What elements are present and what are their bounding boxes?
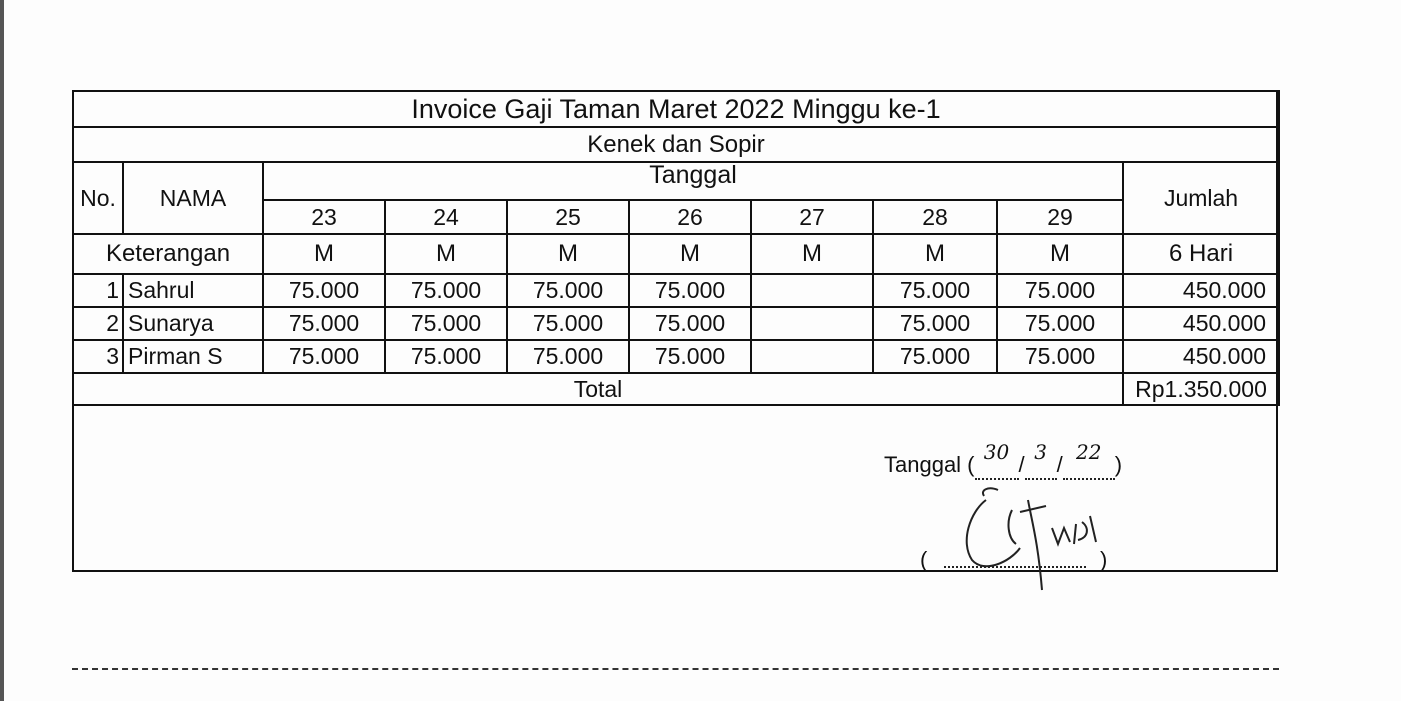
- row-cell: [751, 340, 873, 373]
- header-no: No.: [73, 162, 123, 234]
- total-value: Rp1.350.000: [1123, 373, 1279, 405]
- row-jumlah: 450.000: [1123, 307, 1279, 340]
- row-jumlah: 450.000: [1123, 274, 1279, 307]
- row-nama: Sunarya: [123, 307, 263, 340]
- cut-line: [72, 668, 1279, 670]
- row-cell: 75.000: [385, 274, 507, 307]
- signature-date: [884, 440, 1123, 480]
- row-cell: [751, 274, 873, 307]
- row-cell: 75.000: [629, 274, 751, 307]
- keterangan-value: M: [751, 234, 873, 274]
- row-cell: 75.000: [873, 274, 997, 307]
- keterangan-jumlah: 6 Hari: [1123, 234, 1279, 274]
- date-year: 22: [1076, 440, 1102, 464]
- row-cell: 75.000: [507, 274, 629, 307]
- keterangan-value: M: [997, 234, 1123, 274]
- signature-name-line: [944, 566, 1086, 568]
- row-cell: 75.000: [507, 340, 629, 373]
- row-cell: 75.000: [997, 274, 1123, 307]
- invoice-subtitle: Kenek dan Sopir: [73, 127, 1279, 162]
- row-jumlah: 450.000: [1123, 340, 1279, 373]
- date-header: 28: [873, 200, 997, 234]
- row-cell: 75.000: [385, 340, 507, 373]
- keterangan-value: M: [629, 234, 751, 274]
- header-jumlah: Jumlah: [1123, 162, 1279, 234]
- row-cell: 75.000: [263, 274, 385, 307]
- date-day-blank: [975, 440, 1019, 480]
- row-cell: 75.000: [873, 307, 997, 340]
- header-tanggal: Tanggal: [263, 162, 1123, 200]
- scan-edge: [0, 0, 4, 701]
- keterangan-value: M: [873, 234, 997, 274]
- table-row: [73, 340, 1279, 373]
- row-cell: [751, 307, 873, 340]
- keterangan-label: Keterangan: [73, 234, 263, 274]
- header-nama: NAMA: [123, 162, 263, 234]
- table-row: [73, 274, 1279, 307]
- row-nama: Pirman S: [123, 340, 263, 373]
- date-header: 26: [629, 200, 751, 234]
- row-nama: Sahrul: [123, 274, 263, 307]
- date-year-blank: [1063, 440, 1115, 480]
- row-cell: 75.000: [263, 340, 385, 373]
- date-month-blank: [1025, 440, 1057, 480]
- signature-paren-close: ): [1100, 547, 1108, 572]
- row-no: 2: [73, 307, 123, 340]
- table-row: [73, 307, 1279, 340]
- date-header: 23: [263, 200, 385, 234]
- row-cell: 75.000: [263, 307, 385, 340]
- row-cell: 75.000: [507, 307, 629, 340]
- total-label: Total: [73, 373, 1123, 405]
- row-no: 3: [73, 340, 123, 373]
- date-header: 24: [385, 200, 507, 234]
- date-close: ): [1114, 452, 1123, 477]
- row-cell: 75.000: [873, 340, 997, 373]
- row-cell: 75.000: [629, 307, 751, 340]
- row-cell: 75.000: [385, 307, 507, 340]
- row-cell: 75.000: [997, 307, 1123, 340]
- row-no: 1: [73, 274, 123, 307]
- invoice-title: Invoice Gaji Taman Maret 2022 Minggu ke-1: [73, 91, 1279, 127]
- row-cell: 75.000: [629, 340, 751, 373]
- date-day: 30: [983, 440, 1010, 464]
- keterangan-value: M: [263, 234, 385, 274]
- keterangan-value: M: [507, 234, 629, 274]
- date-header: 27: [751, 200, 873, 234]
- keterangan-value: M: [385, 234, 507, 274]
- signature-paren-open: (: [920, 547, 928, 572]
- row-cell: 75.000: [997, 340, 1123, 373]
- date-label: Tanggal (: [884, 452, 975, 477]
- date-header: 25: [507, 200, 629, 234]
- date-month: 3: [1034, 440, 1047, 464]
- date-header: 29: [997, 200, 1123, 234]
- date-separator: /: [1018, 452, 1025, 477]
- date-separator: /: [1056, 452, 1063, 477]
- handwritten-signature: [950, 482, 1120, 592]
- invoice-table: [72, 90, 1280, 406]
